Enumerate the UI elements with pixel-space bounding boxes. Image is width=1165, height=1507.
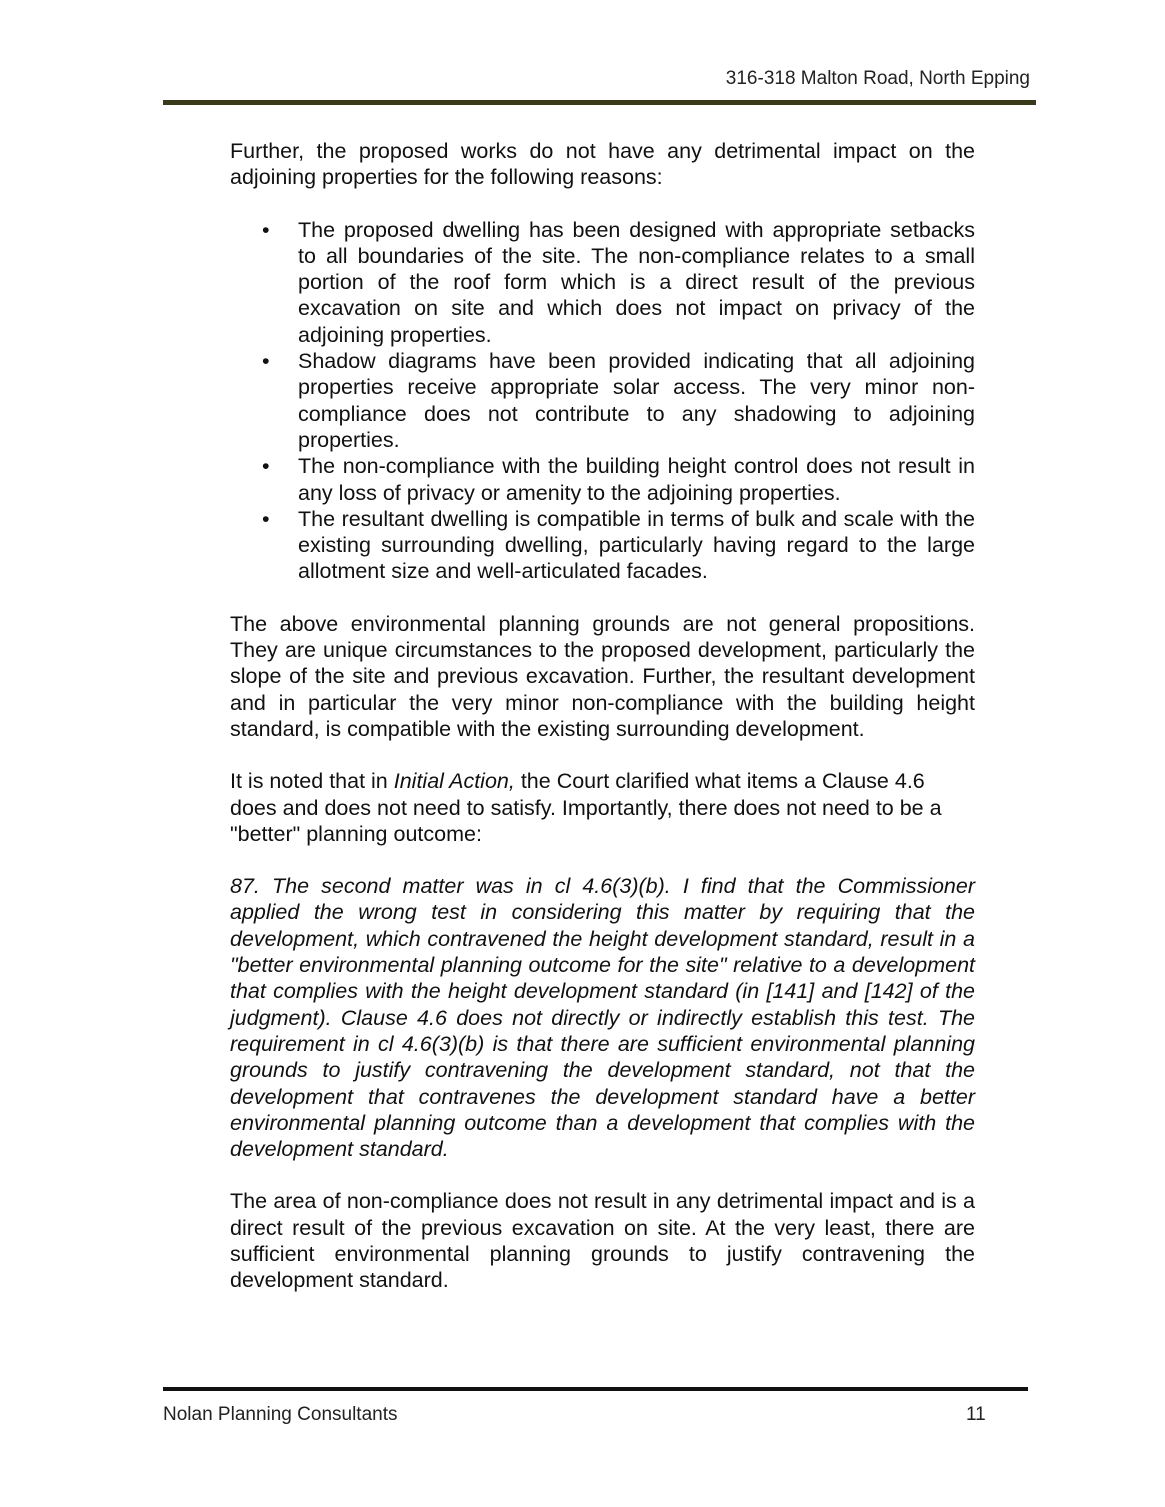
paragraph-intro: Further, the proposed works do not have any detrimental impact on the adjoining properties for the following reasons: [230, 139, 975, 190]
paragraph-text: the Court clarified what items a Clause 4.6 does and does not need to satisfy. Importantly, there does not need to be a "better" planning outcome: [230, 769, 942, 846]
footer-divider [163, 1387, 1028, 1391]
list-item-text: The resultant dwelling is compatible in terms of bulk and scale with the existing surrounding dwelling, particularly having regard to the large allotment size and well-articulated facades. [298, 506, 975, 584]
list-item [230, 506, 975, 585]
bullet-icon: • [262, 349, 270, 374]
list-item [230, 217, 975, 348]
paragraph-grounds: The above environmental planning grounds are not general propositions. They are unique circumstances to the proposed development, particularly the slope of the site and previous excavation. Further, the resultant development and in particular the very minor non-compliance with the building height standard, is compatible with the existing surrounding development. [230, 611, 975, 741]
bullet-icon: • [262, 454, 270, 479]
paragraph-text: It is noted that in [230, 769, 394, 794]
bullet-icon: • [262, 506, 270, 531]
header-address: 316-318 Malton Road, North Epping [725, 68, 1030, 89]
list-item-text: The proposed dwelling has been designed with appropriate setbacks to all boundaries of the site. The non-compliance relates to a small portion of the roof form which is a direct result of the previous excavation on site and which does not impact on privacy of the adjoining properties. [298, 217, 975, 347]
bullet-icon: • [262, 217, 270, 242]
list-item-text: Shadow diagrams have been provided indicating that all adjoining properties receive appropriate solar access. The very minor non-compliance does not contribute to any shadowing to adjoining properties. [298, 349, 975, 452]
list-item-text: The non-compliance with the building height control does not result in any loss of privacy or amenity to the adjoining properties. [298, 454, 975, 505]
page-body [230, 138, 975, 1320]
reasons-list [230, 217, 975, 585]
header-divider [163, 100, 1036, 105]
list-item [230, 453, 975, 506]
page-number: 11 [966, 1404, 986, 1425]
footer-company: Nolan Planning Consultants [163, 1404, 398, 1425]
case-name: Initial Action, [393, 769, 515, 794]
list-item [230, 348, 975, 453]
paragraph-conclusion: The area of non-compliance does not result in any detrimental impact and is a direct result of the previous excavation on site. At the very least, there are sufficient environmental planning grounds to justify contravening the development standard. [230, 1189, 975, 1293]
court-quote: 87. The second matter was in cl 4.6(3)(b). I find that the Commissioner applied the wrong test in considering this matter by requiring that the development, which contravened the height development standard, result in a "better environmental planning outcome for the site" relative to a development that complies with the height development standard (in [141] and [142] of the judgment). Clause 4.6 does not directly or indirectly establish this test. The requirement in cl 4.6(3)(b) is that there are sufficient environmental planning grounds to justify contravening the development standard, not that the development that contravenes the development standard have a better environmental planning outcome than a development that complies with the development standard. [230, 874, 975, 1162]
paragraph-initial-action [230, 768, 975, 847]
